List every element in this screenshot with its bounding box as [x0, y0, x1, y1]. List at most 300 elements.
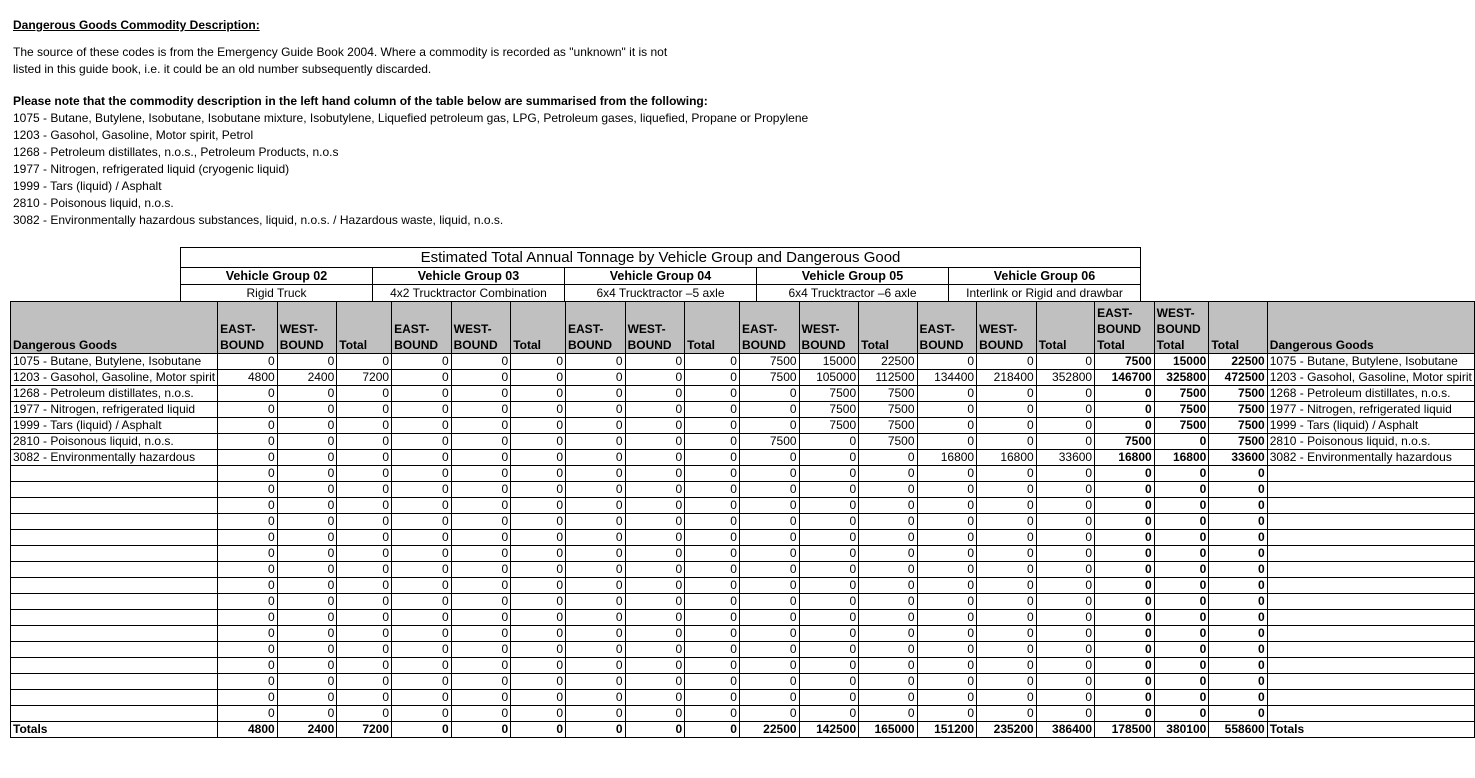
value-cell: 0 — [1154, 594, 1209, 610]
row-label — [11, 642, 218, 658]
value-cell: 0 — [859, 514, 917, 530]
value-cell: 7500 — [859, 386, 917, 402]
value-cell: 0 — [739, 402, 799, 418]
col-east-bound: EAST-BOUND — [917, 302, 977, 354]
value-cell: 0 — [977, 386, 1037, 402]
value-cell: 0 — [1095, 514, 1155, 530]
value-cell: 0 — [685, 498, 740, 514]
value-cell: 0 — [277, 626, 337, 642]
value-cell: 0 — [1154, 626, 1209, 642]
value-cell: 0 — [511, 706, 566, 722]
value-cell: 0 — [511, 530, 566, 546]
value-cell: 0 — [1154, 466, 1209, 482]
value-cell: 7500 — [1154, 418, 1209, 434]
value-cell: 0 — [337, 562, 392, 578]
value-cell: 0 — [859, 450, 917, 466]
value-cell: 0 — [977, 658, 1037, 674]
value-cell: 0 — [1095, 658, 1155, 674]
value-cell: 0 — [685, 722, 740, 738]
row-label — [11, 546, 218, 562]
value-cell: 105000 — [799, 370, 859, 386]
value-cell: 0 — [1209, 706, 1267, 722]
value-cell: 0 — [625, 674, 685, 690]
value-cell: 0 — [451, 610, 511, 626]
code-line: 1075 - Butane, Butylene, Isobutane, Isobutane mixture, Isobutylene, Liquefied petroleum gas, LPG, Petroleum gases, liquefied, Propane or Propylene — [13, 111, 809, 125]
value-cell: 0 — [625, 482, 685, 498]
value-cell: 0 — [1036, 466, 1094, 482]
value-cell: 0 — [277, 434, 337, 450]
value-cell: 0 — [917, 594, 977, 610]
value-cell: 16800 — [977, 450, 1037, 466]
row-label — [11, 594, 218, 610]
value-cell: 0 — [917, 658, 977, 674]
group-description: Rigid Truck — [180, 284, 373, 302]
value-cell: 0 — [1036, 706, 1094, 722]
value-cell: 0 — [859, 642, 917, 658]
value-cell: 0 — [1209, 514, 1267, 530]
value-cell: 0 — [566, 402, 626, 418]
row-label: 1999 - Tars (liquid) / Asphalt — [11, 418, 218, 434]
value-cell: 0 — [1036, 530, 1094, 546]
value-cell: 0 — [511, 658, 566, 674]
col-total: Total — [511, 302, 566, 354]
value-cell: 0 — [859, 674, 917, 690]
value-cell: 0 — [218, 482, 278, 498]
value-cell: 0 — [1209, 546, 1267, 562]
value-cell: 7500 — [1154, 386, 1209, 402]
value-cell: 0 — [1154, 642, 1209, 658]
value-cell: 0 — [1036, 402, 1094, 418]
value-cell: 142500 — [799, 722, 859, 738]
note-line: Please note that the commodity description in the left hand column of the table below are summarised from the following: — [13, 94, 708, 108]
value-cell: 0 — [511, 466, 566, 482]
col-east-bound: EAST-BOUND — [218, 302, 278, 354]
value-cell: 0 — [859, 530, 917, 546]
value-cell: 0 — [451, 690, 511, 706]
value-cell: 0 — [277, 354, 337, 370]
value-cell: 0 — [625, 626, 685, 642]
value-cell: 0 — [977, 578, 1037, 594]
value-cell: 0 — [451, 642, 511, 658]
value-cell: 0 — [1209, 610, 1267, 626]
value-cell: 0 — [218, 642, 278, 658]
value-cell: 0 — [685, 658, 740, 674]
value-cell: 0 — [685, 626, 740, 642]
value-cell: 0 — [1095, 418, 1155, 434]
value-cell: 0 — [218, 706, 278, 722]
value-cell: 0 — [917, 562, 977, 578]
value-cell: 0 — [977, 434, 1037, 450]
row-label-right — [1267, 626, 1474, 642]
value-cell: 0 — [277, 642, 337, 658]
table-row — [11, 578, 1475, 594]
value-cell: 352800 — [1036, 370, 1094, 386]
value-cell: 7500 — [799, 402, 859, 418]
value-cell: 0 — [1209, 466, 1267, 482]
value-cell: 0 — [1095, 626, 1155, 642]
value-cell: 0 — [1036, 610, 1094, 626]
table-row — [11, 386, 1475, 402]
value-cell: 0 — [277, 594, 337, 610]
value-cell: 2400 — [277, 370, 337, 386]
value-cell: 0 — [392, 386, 452, 402]
row-label-right — [1267, 562, 1474, 578]
value-cell: 0 — [1209, 482, 1267, 498]
row-label: 1075 - Butane, Butylene, Isobutane — [11, 354, 218, 370]
row-label — [11, 578, 218, 594]
value-cell: 0 — [685, 450, 740, 466]
value-cell: 0 — [799, 706, 859, 722]
value-cell: 0 — [392, 674, 452, 690]
value-cell: 0 — [685, 514, 740, 530]
value-cell: 0 — [739, 514, 799, 530]
value-cell: 0 — [392, 594, 452, 610]
value-cell: 0 — [1036, 594, 1094, 610]
row-label-right — [1267, 674, 1474, 690]
group-description: 6x4 Trucktractor –5 axle — [564, 284, 757, 302]
value-cell: 0 — [799, 530, 859, 546]
row-label-right — [1267, 482, 1474, 498]
value-cell: 0 — [392, 402, 452, 418]
value-cell: 0 — [685, 690, 740, 706]
source-line: The source of these codes is from the Emergency Guide Book 2004. Where a commodity is recorded as "unknown" it is not — [13, 45, 668, 59]
value-cell: 0 — [392, 466, 452, 482]
value-cell: 0 — [566, 450, 626, 466]
value-cell: 16800 — [917, 450, 977, 466]
value-cell: 0 — [392, 562, 452, 578]
value-cell: 0 — [566, 418, 626, 434]
value-cell: 0 — [625, 562, 685, 578]
value-cell: 0 — [511, 610, 566, 626]
value-cell: 0 — [625, 690, 685, 706]
value-cell: 0 — [277, 498, 337, 514]
value-cell: 0 — [337, 354, 392, 370]
col-west-bound: WEST-BOUND — [277, 302, 337, 354]
value-cell: 0 — [977, 466, 1037, 482]
value-cell: 0 — [337, 434, 392, 450]
row-label-right — [1267, 466, 1474, 482]
value-cell: 0 — [917, 466, 977, 482]
value-cell: 0 — [799, 642, 859, 658]
value-cell: 0 — [859, 578, 917, 594]
value-cell: 0 — [566, 706, 626, 722]
value-cell: 0 — [218, 610, 278, 626]
value-cell: 0 — [739, 482, 799, 498]
value-cell: 0 — [511, 594, 566, 610]
value-cell: 0 — [218, 626, 278, 642]
value-cell: 0 — [739, 578, 799, 594]
value-cell: 2400 — [277, 722, 337, 738]
value-cell: 0 — [625, 706, 685, 722]
value-cell: 0 — [859, 626, 917, 642]
value-cell: 0 — [917, 578, 977, 594]
row-label — [11, 482, 218, 498]
value-cell: 0 — [739, 690, 799, 706]
value-cell: 7500 — [1154, 402, 1209, 418]
value-cell: 0 — [277, 402, 337, 418]
value-cell: 0 — [625, 418, 685, 434]
row-label — [11, 466, 218, 482]
value-cell: 472500 — [1209, 370, 1267, 386]
table-title: Estimated Total Annual Tonnage by Vehicle Group and Dangerous Good — [180, 247, 1141, 268]
value-cell: 0 — [799, 434, 859, 450]
row-label — [11, 706, 218, 722]
value-cell: 0 — [1095, 610, 1155, 626]
table-row — [11, 594, 1475, 610]
value-cell: 0 — [218, 690, 278, 706]
value-cell: 22500 — [859, 354, 917, 370]
table-row — [11, 626, 1475, 642]
table-row — [11, 354, 1475, 370]
value-cell: 0 — [451, 418, 511, 434]
value-cell: 0 — [277, 386, 337, 402]
value-cell: 0 — [277, 562, 337, 578]
value-cell: 0 — [917, 706, 977, 722]
row-label — [11, 626, 218, 642]
col-east-bound-total: EAST-BOUND Total — [1095, 302, 1155, 354]
value-cell: 7500 — [1095, 434, 1155, 450]
row-label-right: 1999 - Tars (liquid) / Asphalt — [1267, 418, 1474, 434]
value-cell: 0 — [917, 530, 977, 546]
group-header: Vehicle Group 04 — [564, 267, 757, 285]
value-cell: 0 — [392, 482, 452, 498]
value-cell: 0 — [451, 370, 511, 386]
col-grand-total: Total — [1209, 302, 1267, 354]
value-cell: 0 — [511, 546, 566, 562]
value-cell: 0 — [566, 722, 626, 738]
row-label-right — [1267, 546, 1474, 562]
col-total: Total — [1036, 302, 1094, 354]
row-label-right: 1977 - Nitrogen, refrigerated liquid — [1267, 402, 1474, 418]
value-cell: 0 — [277, 546, 337, 562]
row-label: 1203 - Gasohol, Gasoline, Motor spirit — [11, 370, 218, 386]
value-cell: 7500 — [799, 386, 859, 402]
value-cell: 0 — [1036, 562, 1094, 578]
value-cell: 0 — [566, 674, 626, 690]
value-cell: 0 — [977, 530, 1037, 546]
value-cell: 7200 — [337, 370, 392, 386]
value-cell: 0 — [451, 658, 511, 674]
value-cell: 0 — [218, 498, 278, 514]
value-cell: 0 — [337, 466, 392, 482]
group-description: 4x2 Trucktractor Combination — [372, 284, 565, 302]
value-cell: 0 — [685, 466, 740, 482]
value-cell: 0 — [1095, 546, 1155, 562]
value-cell: 0 — [1209, 578, 1267, 594]
value-cell: 0 — [1036, 658, 1094, 674]
intro-section — [13, 17, 1013, 229]
value-cell: 0 — [451, 578, 511, 594]
value-cell: 33600 — [1036, 450, 1094, 466]
value-cell: 0 — [739, 466, 799, 482]
value-cell: 0 — [685, 418, 740, 434]
value-cell: 0 — [511, 626, 566, 642]
value-cell: 0 — [625, 642, 685, 658]
value-cell: 7500 — [1209, 386, 1267, 402]
value-cell: 558600 — [1209, 722, 1267, 738]
value-cell: 0 — [451, 434, 511, 450]
value-cell: 0 — [917, 482, 977, 498]
value-cell: 0 — [337, 594, 392, 610]
group-header: Vehicle Group 05 — [756, 267, 949, 285]
value-cell: 0 — [625, 434, 685, 450]
value-cell: 0 — [566, 594, 626, 610]
value-cell: 0 — [739, 642, 799, 658]
value-cell: 0 — [685, 562, 740, 578]
value-cell: 22500 — [1209, 354, 1267, 370]
value-cell: 0 — [917, 674, 977, 690]
value-cell: 0 — [799, 594, 859, 610]
value-cell: 0 — [511, 386, 566, 402]
row-label-right — [1267, 530, 1474, 546]
value-cell: 0 — [859, 610, 917, 626]
value-cell: 0 — [917, 498, 977, 514]
value-cell: 0 — [218, 658, 278, 674]
value-cell: 0 — [451, 530, 511, 546]
value-cell: 0 — [566, 498, 626, 514]
value-cell: 0 — [451, 674, 511, 690]
value-cell: 0 — [337, 546, 392, 562]
value-cell: 7500 — [739, 370, 799, 386]
value-cell: 0 — [799, 498, 859, 514]
value-cell: 7200 — [337, 722, 392, 738]
value-cell: 0 — [917, 434, 977, 450]
code-line: 1268 - Petroleum distillates, n.o.s., Petroleum Products, n.o.s — [13, 145, 339, 159]
value-cell: 15000 — [1154, 354, 1209, 370]
group-header: Vehicle Group 06 — [948, 267, 1141, 285]
row-label — [11, 562, 218, 578]
value-cell: 0 — [917, 418, 977, 434]
value-cell: 0 — [566, 434, 626, 450]
group-header: Vehicle Group 02 — [180, 267, 373, 285]
value-cell: 0 — [218, 546, 278, 562]
value-cell: 0 — [337, 450, 392, 466]
code-line: 1977 - Nitrogen, refrigerated liquid (cryogenic liquid) — [13, 162, 290, 176]
value-cell: 325800 — [1154, 370, 1209, 386]
value-cell: 0 — [218, 578, 278, 594]
value-cell: 0 — [1154, 530, 1209, 546]
col-east-bound: EAST-BOUND — [566, 302, 626, 354]
group-description: Interlink or Rigid and drawbar — [948, 284, 1141, 302]
value-cell: 0 — [977, 418, 1037, 434]
value-cell: 0 — [1209, 498, 1267, 514]
col-west-bound: WEST-BOUND — [625, 302, 685, 354]
value-cell: 0 — [566, 610, 626, 626]
value-cell: 0 — [337, 386, 392, 402]
value-cell: 134400 — [917, 370, 977, 386]
value-cell: 0 — [799, 578, 859, 594]
value-cell: 0 — [392, 706, 452, 722]
value-cell: 0 — [685, 402, 740, 418]
value-cell: 0 — [859, 706, 917, 722]
value-cell: 0 — [337, 530, 392, 546]
value-cell: 0 — [337, 498, 392, 514]
value-cell: 0 — [917, 546, 977, 562]
value-cell: 0 — [218, 418, 278, 434]
value-cell: 0 — [392, 370, 452, 386]
row-label-right: 1075 - Butane, Butylene, Isobutane — [1267, 354, 1474, 370]
value-cell: 0 — [799, 514, 859, 530]
value-cell: 0 — [859, 562, 917, 578]
value-cell: 0 — [511, 370, 566, 386]
value-cell: 0 — [277, 610, 337, 626]
value-cell: 0 — [1209, 594, 1267, 610]
value-cell: 0 — [1154, 674, 1209, 690]
value-cell: 0 — [451, 402, 511, 418]
value-cell: 0 — [799, 546, 859, 562]
value-cell: 0 — [977, 546, 1037, 562]
value-cell: 0 — [1154, 610, 1209, 626]
value-cell: 0 — [1095, 466, 1155, 482]
table-row — [11, 690, 1475, 706]
value-cell: 0 — [451, 706, 511, 722]
value-cell: 178500 — [1095, 722, 1155, 738]
table-row — [11, 514, 1475, 530]
value-cell: 0 — [566, 386, 626, 402]
value-cell: 0 — [1154, 658, 1209, 674]
value-cell: 0 — [1154, 482, 1209, 498]
table-row — [11, 402, 1475, 418]
value-cell: 386400 — [1036, 722, 1094, 738]
value-cell: 0 — [277, 706, 337, 722]
row-label-right: 1268 - Petroleum distillates, n.o.s. — [1267, 386, 1474, 402]
value-cell: 0 — [1209, 530, 1267, 546]
value-cell: 0 — [1154, 498, 1209, 514]
value-cell: 0 — [337, 514, 392, 530]
value-cell: 0 — [392, 642, 452, 658]
value-cell: 7500 — [1209, 434, 1267, 450]
value-cell: 0 — [277, 514, 337, 530]
value-cell: 0 — [218, 594, 278, 610]
value-cell: 0 — [917, 642, 977, 658]
value-cell: 0 — [1036, 386, 1094, 402]
value-cell: 0 — [1036, 354, 1094, 370]
value-cell: 0 — [739, 498, 799, 514]
value-cell: 0 — [685, 530, 740, 546]
value-cell: 0 — [451, 498, 511, 514]
value-cell: 0 — [1209, 674, 1267, 690]
value-cell: 0 — [739, 530, 799, 546]
value-cell: 0 — [451, 450, 511, 466]
value-cell: 0 — [799, 658, 859, 674]
value-cell: 0 — [392, 450, 452, 466]
value-cell: 0 — [511, 434, 566, 450]
value-cell: 0 — [739, 594, 799, 610]
value-cell: 0 — [218, 386, 278, 402]
value-cell: 0 — [337, 610, 392, 626]
value-cell: 4800 — [218, 722, 278, 738]
value-cell: 7500 — [739, 434, 799, 450]
value-cell: 0 — [977, 642, 1037, 658]
value-cell: 0 — [1154, 706, 1209, 722]
row-label-right: 3082 - Environmentally hazardous — [1267, 450, 1474, 466]
value-cell: 0 — [1036, 642, 1094, 658]
value-cell: 0 — [917, 354, 977, 370]
value-cell: 0 — [977, 706, 1037, 722]
value-cell: 0 — [451, 594, 511, 610]
value-cell: 0 — [566, 546, 626, 562]
value-cell: 0 — [977, 354, 1037, 370]
value-cell: 0 — [392, 546, 452, 562]
row-label — [11, 674, 218, 690]
value-cell: 0 — [1095, 642, 1155, 658]
value-cell: 218400 — [977, 370, 1037, 386]
table-row — [11, 370, 1475, 386]
source-line: listed in this guide book, i.e. it could be an old number subsequently discarded. — [13, 62, 432, 76]
value-cell: 0 — [1209, 562, 1267, 578]
value-cell: 0 — [566, 562, 626, 578]
value-cell: 380100 — [1154, 722, 1209, 738]
